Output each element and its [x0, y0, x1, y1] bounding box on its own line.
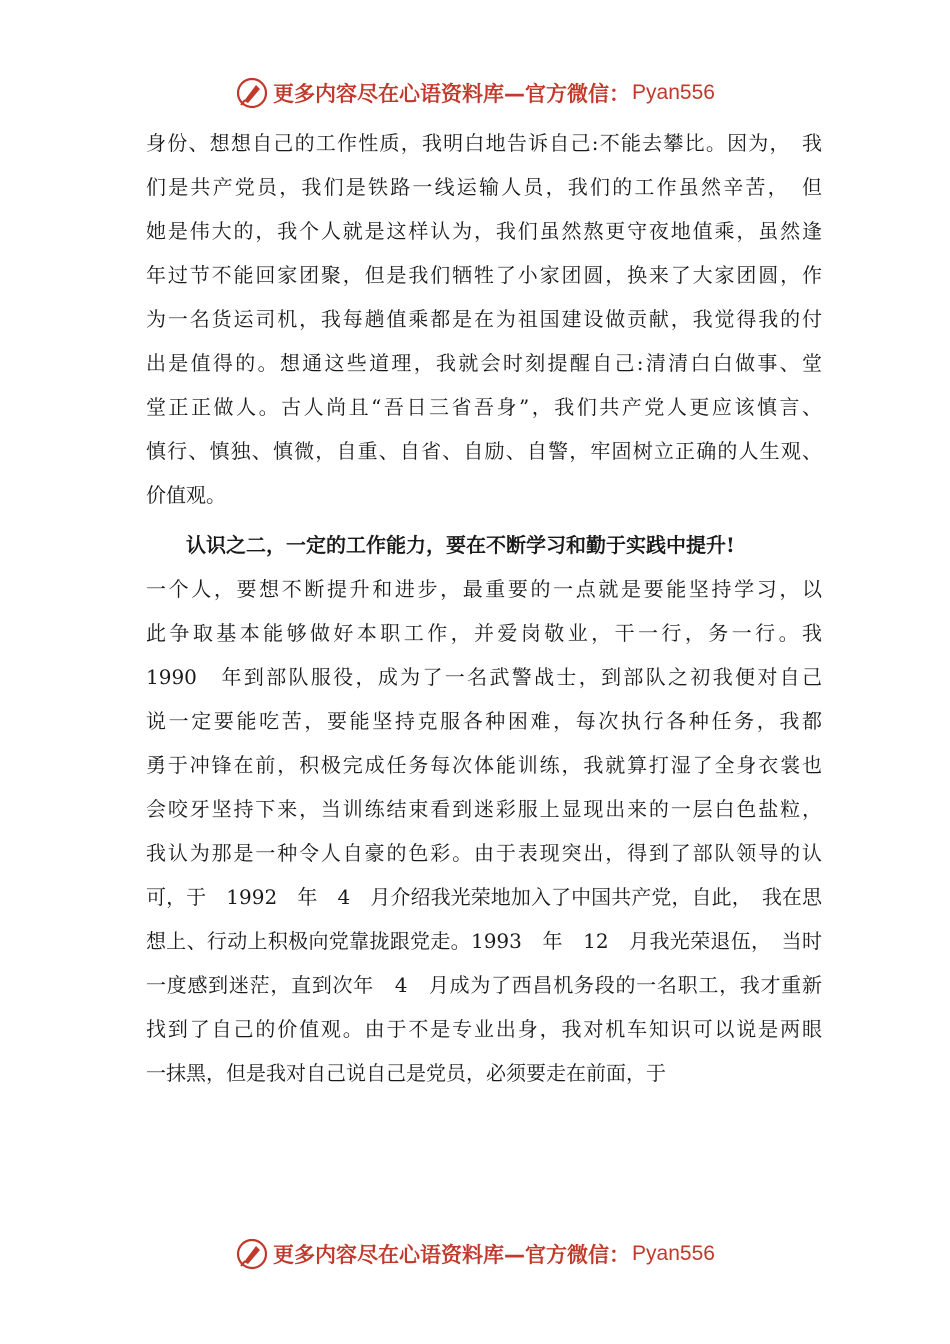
text-line: 价值观。 — [146, 483, 226, 507]
text-line: 一度感到迷茫，直到次年 4 月成为了西昌机务段的一名职工，我才重新 — [146, 973, 822, 997]
text-line: 想上、行动上积极向党靠拢跟党走。1993 年 12 月我光荣退伍， 当时 — [146, 929, 822, 953]
text-line: 找到了自己的价值观。由于不是专业出身，我对机车知识可以说是两眼 — [146, 1017, 822, 1041]
footer-banner-text: 更多内容尽在心语资料库—官方微信： — [273, 1243, 631, 1267]
text-line: 出是值得的。想通这些道理，我就会时刻提醒自己:清清白白做事、堂 — [146, 351, 822, 375]
text-line: 一个人，要想不断提升和进步，最重要的一点就是要能坚持学习，以 — [146, 577, 822, 601]
text-line: 一抹黑，但是我对自己说自己是党员，必须要走在前面，于 — [146, 1061, 666, 1085]
section-heading: 认识之二，一定的工作能力，要在不断学习和勤于实践中提升! — [186, 533, 735, 557]
text-line: 她是伟大的，我个人就是这样认为，我们虽然熬更守夜地值乘，虽然逢 — [146, 219, 822, 243]
footer-banner-handle: Pyan556 — [632, 1242, 715, 1265]
text-line: 说一定要能吃苦，要能坚持克服各种困难，每次执行各种任务，我都 — [146, 709, 822, 733]
header-banner-handle: Pyan556 — [632, 81, 715, 104]
text-line: 身份、想想自己的工作性质，我明白地告诉自己:不能去攀比。因为， 我 — [146, 131, 822, 155]
text-line: 此争取基本能够做好本职工作，并爱岗敬业，干一行，务一行。我 — [146, 621, 822, 645]
document-body — [146, 121, 822, 1095]
text-line: 我认为那是一种令人自豪的色彩。由于表现突出，得到了部队领导的认 — [146, 841, 822, 865]
footer-banner — [0, 1236, 950, 1272]
text-line: 勇于冲锋在前，积极完成任务每次体能训练，我就算打湿了全身衣裳也 — [146, 753, 822, 777]
pen-nib-logo-icon — [235, 1237, 269, 1271]
pen-nib-logo-icon — [235, 76, 269, 110]
text-line: 慎行、慎独、慎微，自重、自省、自励、自警，牢固树立正确的人生观、 — [146, 439, 822, 463]
text-line: 为一名货运司机，我每趟值乘都是在为祖国建设做贡献，我觉得我的付 — [146, 307, 822, 331]
text-line: 们是共产党员，我们是铁路一线运输人员，我们的工作虽然辛苦， 但 — [146, 175, 822, 199]
text-line: 会咬牙坚持下来，当训练结束看到迷彩服上显现出来的一层白色盐粒， — [146, 797, 822, 821]
text-line: 可，于 1992 年 4 月介绍我光荣地加入了中国共产党，自此， 我在思 — [146, 885, 822, 909]
text-line: 堂正正做人。古人尚且“吾日三省吾身”，我们共产党人更应该慎言、 — [146, 395, 822, 419]
text-line: 1990 年到部队服役，成为了一名武警战士，到部队之初我便对自己 — [146, 665, 822, 689]
header-banner-text: 更多内容尽在心语资料库—官方微信： — [273, 82, 631, 106]
header-banner — [0, 75, 950, 111]
text-line: 年过节不能回家团聚，但是我们牺牲了小家团圆，换来了大家团圆，作 — [146, 263, 822, 287]
